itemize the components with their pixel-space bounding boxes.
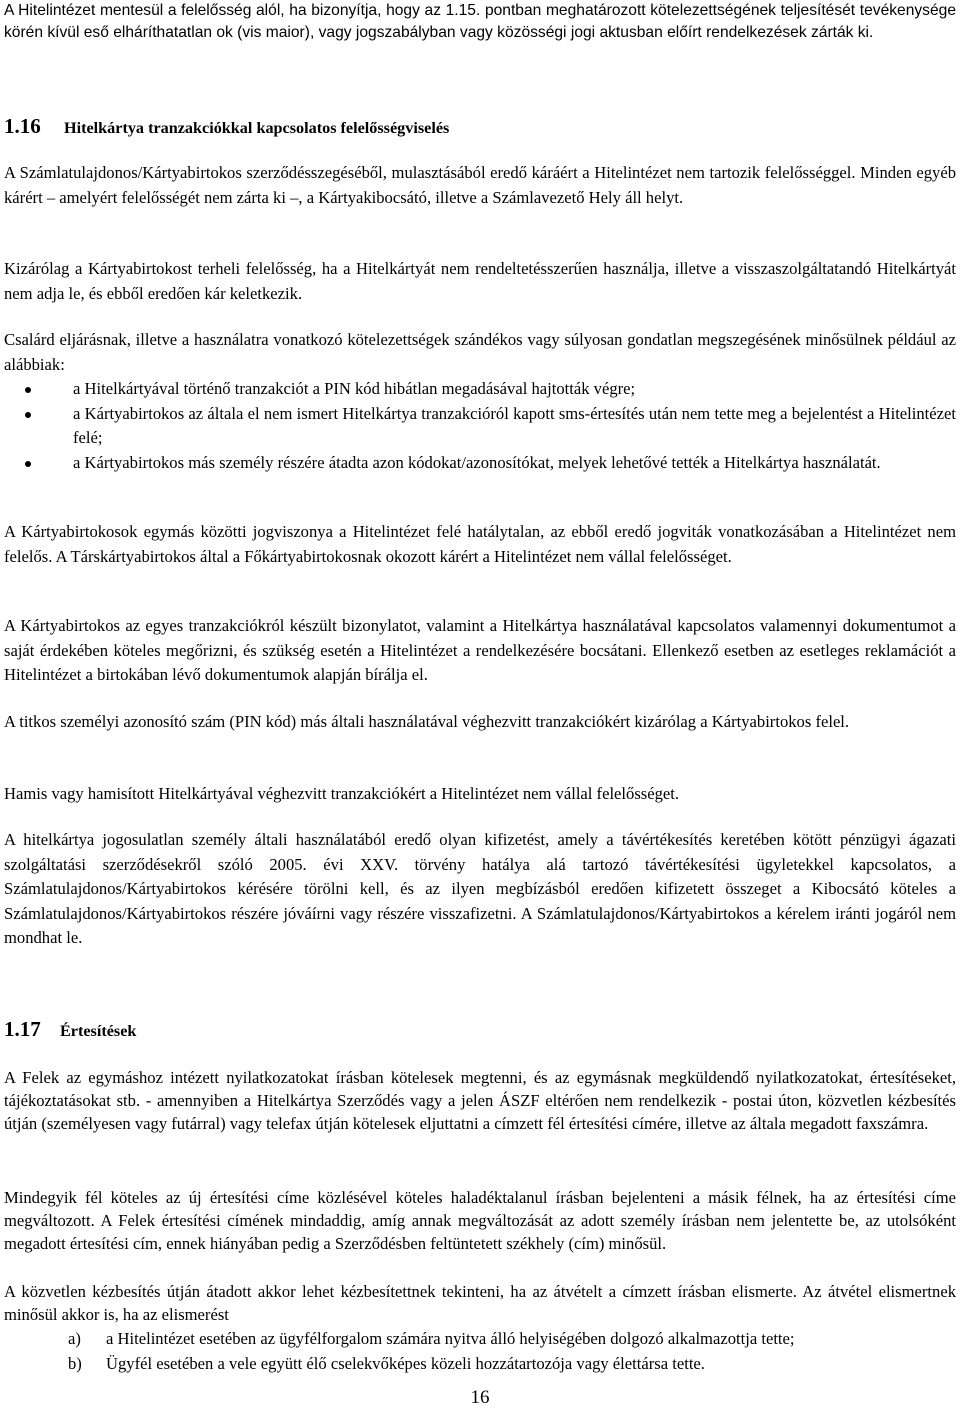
paragraph: A Felek az egymáshoz intézett nyilatkozatokat írásban kötelesek megtenni, és az egymásnak megküldendő nyilatkozatokat, értesítéseket, tájékoztatásokat stb. - amennyiben a Hitelkártya Szerződés vagy a jelen ÁSZF eltérően nem rendelkezik - postai úton, közvetlen kézbesítés útján (személyesen vagy futárral) vagy telefax útján kötelesek eljuttatni a címzett fél értesítési címére, illetve az általa megadott faxszámra. bbox=[4, 1068, 956, 1133]
lettered-list bbox=[0, 1326, 956, 1376]
paragraph: Csalárd eljárásnak, illetve a használatra vonatkozó kötelezettségek szándékos vagy súlyosan gondatlan megszegésének minősülnek például az alábbiak: bbox=[4, 330, 956, 374]
section-title: Hitelkártya tranzakciókkal kapcsolatos felelősségviselés bbox=[64, 119, 450, 137]
list-item: a) a Hitelintézet esetében az ügyfélforgalom számára nyitva álló helyiségében dolgozó alkalmazottja tette; bbox=[0, 1326, 956, 1351]
paragraph: Hamis vagy hamisított Hitelkártyával véghezvitt tranzakciókért a Hitelintézet nem vállal felelősséget. bbox=[4, 784, 680, 803]
paragraph: A Kártyabirtokosok egymás közötti jogviszonya a Hitelintézet felé hatálytalan, az ebből eredő jogviták vonatkozásában a Hitelintézet nem felelős. A Társkártyabirtokos által a Főkártyabirtokosnak okozott kárért a Hitelintézet nem vállal felelősséget. bbox=[4, 522, 956, 566]
section-title: Értesítések bbox=[60, 1022, 137, 1040]
paragraph: A titkos személyi azonosító szám (PIN kód) más általi használatával véghezvitt tranzakciókért kizárólag a Kártyabirtokos felel. bbox=[4, 712, 850, 731]
intro-paragraph: A Hitelintézet mentesül a felelősség alól, ha bizonyítja, hogy az 1.15. pontban meghatározott kötelezettségének teljesítését tevékenysége körén kívül eső elháríthatatlan ok (vis maior), vagy jogszabályban vagy közösségi jogi aktusban előírt rendelkezések zárták ki. bbox=[4, 2, 956, 41]
list-item: a Hitelkártyával történő tranzakciót a PIN kód hibátlan megadásával hajtották végre; bbox=[0, 377, 956, 402]
bullet-icon bbox=[25, 461, 31, 467]
paragraph: A Kártyabirtokos az egyes tranzakciókról készült bizonylatot, valamint a Hitelkártya használatával kapcsolatos valamennyi dokumentumot a saját érdekében köteles megőrizni, és szükség esetén a Hitelintézet a rendelkezésére bocsátani. Ellenkező esetben az esetleges reklamációt a Hitelintézet a birtokában lévő dokumentumok alapján bírálja el. bbox=[4, 616, 956, 685]
list-marker: b) bbox=[68, 1354, 82, 1373]
bullet-icon bbox=[25, 412, 31, 418]
paragraph: A hitelkártya jogosulatlan személy általi használatából eredő olyan kifizetést, amely a távértékesítés keretében kötött pénzügyi ágazati szolgáltatási szerződésekről szóló 2005. évi XXV. törvény hatálya alá tartozó távértékesítési ügyletekkel kapcsolatos, a Számlatulajdonos/Kártyabirtokos kérésére törölni kell, és az ilyen megbízásból eredően kifizetett összeget a Kibocsátó köteles a Számlatulajdonos/Kártyabirtokos részére jóváírni vagy részére visszafizetni. A Számlatulajdonos/Kártyabirtokos a kérelem iránti jogáról nem mondhat le. bbox=[4, 830, 956, 948]
list-item: b) Ügyfél esetében a vele együtt élő cselekvőképes közeli hozzátartozója vagy élettársa tette. bbox=[0, 1351, 956, 1376]
section-number: 1.17 bbox=[4, 1017, 41, 1041]
list-item: a Kártyabirtokos az általa el nem ismert Hitelkártya tranzakcióról kapott sms-értesítés után nem tette meg a bejelentést a Hitelintézet felé; bbox=[0, 402, 956, 451]
section-number: 1.16 bbox=[4, 114, 41, 138]
list-item: a Kártyabirtokos más személy részére átadta azon kódokat/azonosítókat, melyek lehetővé tették a Hitelkártya használatát. bbox=[0, 451, 956, 476]
paragraph: A közvetlen kézbesítés útján átadott akkor lehet kézbesítettnek tekinteni, ha az átvételt a címzett írásban elismerte. Az átvétel elismertnek minősül akkor is, ha az elismerést bbox=[4, 1282, 956, 1324]
paragraph: A Számlatulajdonos/Kártyabirtokos szerződésszegéséből, mulasztásából eredő káráért a Hitelintézet nem tartozik felelősséggel. Minden egyéb kárért – amelyért felelősségét nem zárta ki –, a Kártyakibocsátó, illetve a Számlavezető Hely áll helyt. bbox=[4, 163, 956, 207]
page-number: 16 bbox=[470, 1387, 490, 1408]
paragraph: Kizárólag a Kártyabirtokost terheli felelősség, ha a Hitelkártyát nem rendeltetésszerűen használja, illetve a visszaszolgáltatandó Hitelkártyát nem adja le, és ebből eredően kár keletkezik. bbox=[4, 259, 956, 303]
list-marker: a) bbox=[68, 1329, 81, 1348]
bullet-list bbox=[0, 377, 956, 475]
section-heading-1-16 bbox=[4, 113, 449, 140]
section-heading-1-17 bbox=[4, 1016, 136, 1043]
paragraph: Mindegyik fél köteles az új értesítési címe közlésével köteles haladéktalanul írásban bejelenteni a másik félnek, ha az értesítési címe megváltozott. A Felek értesítési címének mindaddig, amíg annak megváltozását az adott személy írásban nem jelentette be, az utolsóként megadott értesítési cím, ennek hiányában pedig a Szerződésben feltüntetett székhely (cím) minősül. bbox=[4, 1188, 956, 1253]
bullet-icon bbox=[25, 387, 31, 393]
